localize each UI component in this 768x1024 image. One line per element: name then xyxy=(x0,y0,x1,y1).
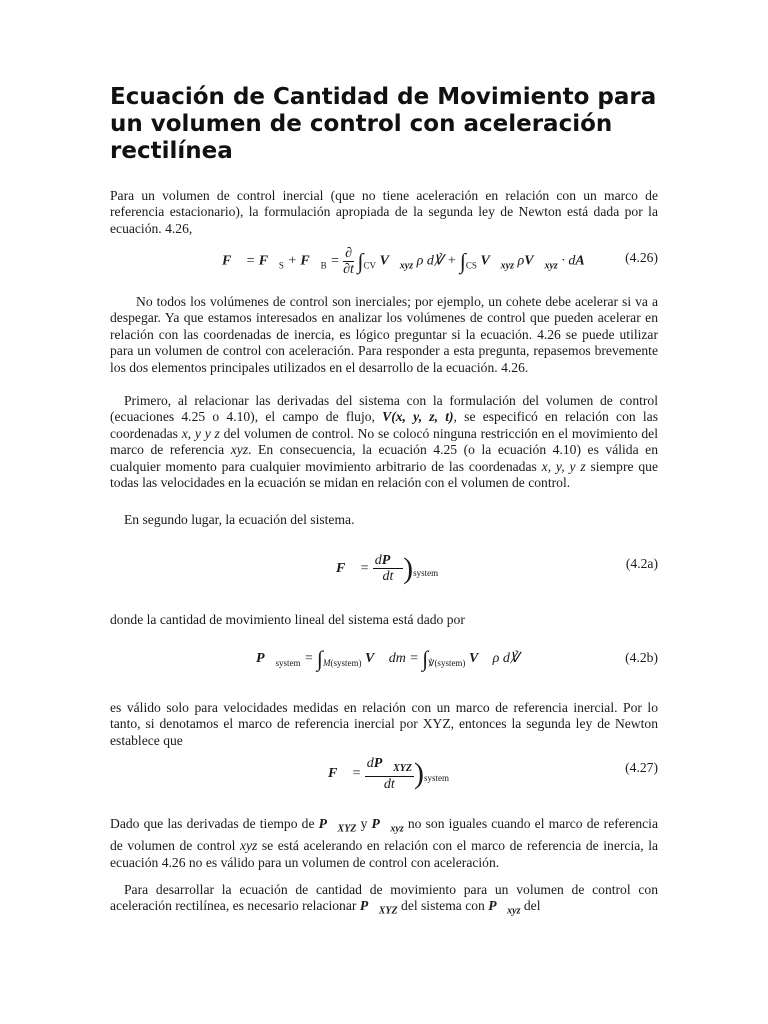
paragraph-develop-text-b: del sistema con xyxy=(401,898,485,914)
paragraph-first-text-e: siempre que todas las velocidades en la ecuación se midan en relación con el volumen de control. xyxy=(110,458,659,491)
paragraph-second-element: En segundo lugar, la ecuación del sistema. xyxy=(124,512,355,527)
coords-math: x, y y z xyxy=(181,425,220,441)
p-xyz-upper-math-2: $P_{XYZ}$ xyxy=(359,898,398,918)
paragraph-first-text-d: . En consecuencia, la ecuación 4.25 (o la ecuación 4.10) es válida en cualquier momento para cualquier movimiento arbitrario de las coordenadas xyxy=(110,442,658,474)
paragraph-momentum-def: donde la cantidad de movimiento lineal del sistema está dado por xyxy=(110,612,465,627)
paragraph-first-text-c: del volumen de control. No se colocó ninguna restricción en el movimiento del marco de referencia xyxy=(110,425,658,458)
p-xyz-lower-math: $P_{xyz}$ xyxy=(371,816,404,835)
paragraph-intro: Para un volumen de control inercial (que no tiene aceleración en relación con un marco de referencia estacionario), la formulación apropiada de la segunda ley de Newton está dada por la ecuación. 4.26, xyxy=(110,188,658,236)
paragraph-derivatives xyxy=(110,816,658,871)
equation-4-2b-body: $P⃗_{system} = \int_{M(system)}$ V⃗ dm = $\int_{℣(system)}$ V⃗ ρ d℣ xyxy=(256,646,520,671)
paragraph-deriv-text-c: no son iguales cuando el marco de referencia de volumen de control xyxy=(110,816,658,854)
paragraph-develop-text-a: Para desarrollar la ecuación de cantidad de movimiento para un volumen de control con aceleración rectilínea, es necesario relacionar xyxy=(110,882,658,914)
paragraph-first-element xyxy=(110,393,658,491)
paragraph-non-inertial: No todos los volúmenes de control son inerciales; por ejemplo, un cohete debe acelerar si va a despegar. Ya que estamos interesados en analizar los volúmenes de control que pueden acelerar en relación con las coordenadas de inercia, es lógico preguntar si la ecuación. 4.26 se puede utilizar para un volumen de control con aceleración. Para responder a esta pregunta, repasemos brevemente los dos elementos principales utilizados en el desarrollo de la ecuación. 4.26. xyxy=(110,294,658,375)
paragraph-deriv-text-b: y xyxy=(360,816,368,831)
equation-4-26-body: F⃗ = $F⃗_S$ + $F⃗_B$ = $\frac{\partial}{\partial t}$ $\int_{CV}$ $V⃗_{xyz}$ ρ d℣ + $\int_{CS}$ $V⃗_{xyz}$ $\rho V⃗_{xyz}$ · dA⃗ xyxy=(222,246,596,277)
paragraph-deriv-text-a: Dado que las derivadas de tiempo de xyxy=(110,816,315,831)
page-title: Ecuación de Cantidad de Movimiento para un volumen de control con aceleración rectilínea xyxy=(110,84,657,164)
paragraph-inertial-frame: es válido solo para velocidades medidas en relación con un marco de referencia inercial. Por lo tanto, si denotamos el marco de referencia inercial por XYZ, entonces la segunda ley de Newton establece que xyxy=(110,700,658,748)
p-xyz-lower-math-2: $P_{xyz}$ xyxy=(488,898,521,918)
equation-4-2a-body: F⃗ = $\frac{dP⃗}{dt}$ )$_{system}$ xyxy=(336,552,439,585)
velocity-field-math: V(x, y, z, t) xyxy=(382,409,454,425)
p-xyz-upper-math: $P_{XYZ}$ xyxy=(318,816,357,835)
frame-math-2: xyz xyxy=(239,838,258,854)
paragraph-deriv-text-d: se está acelerando en relación con el marco de referencia de inercia, la ecuación 4.26 no es válido para un volumen de control con aceleración. xyxy=(110,838,659,870)
equation-4-2b-number: (4.2b) xyxy=(625,650,658,665)
paragraph-develop-text-c: del xyxy=(523,898,541,914)
coords-list-math: x, y, y z xyxy=(541,458,586,474)
equation-4-2a xyxy=(110,546,658,592)
paragraph-first-text-b: , se especificó en relación con las coordenadas xyxy=(110,409,658,441)
frame-math: xyz xyxy=(230,442,249,458)
equation-4-26-number: (4.26) xyxy=(625,250,658,265)
paragraph-first-text-a: Primero, al relacionar las derivadas del sistema con la formulación del volumen de control (ecuaciones 4.25 o 4.10), el campo de flujo, xyxy=(110,393,658,425)
equation-4-26 xyxy=(110,240,658,280)
equation-4-2a-number: (4.2a) xyxy=(625,556,658,571)
equation-4-27-number: (4.27) xyxy=(625,760,658,775)
paragraph-develop xyxy=(110,882,658,921)
equation-4-27 xyxy=(110,750,658,796)
equation-4-27-body: F⃗ = $\frac{dP⃗_{XYZ}}{dt}$ )$_{system}$ xyxy=(328,756,450,792)
equation-4-2b xyxy=(110,640,658,686)
